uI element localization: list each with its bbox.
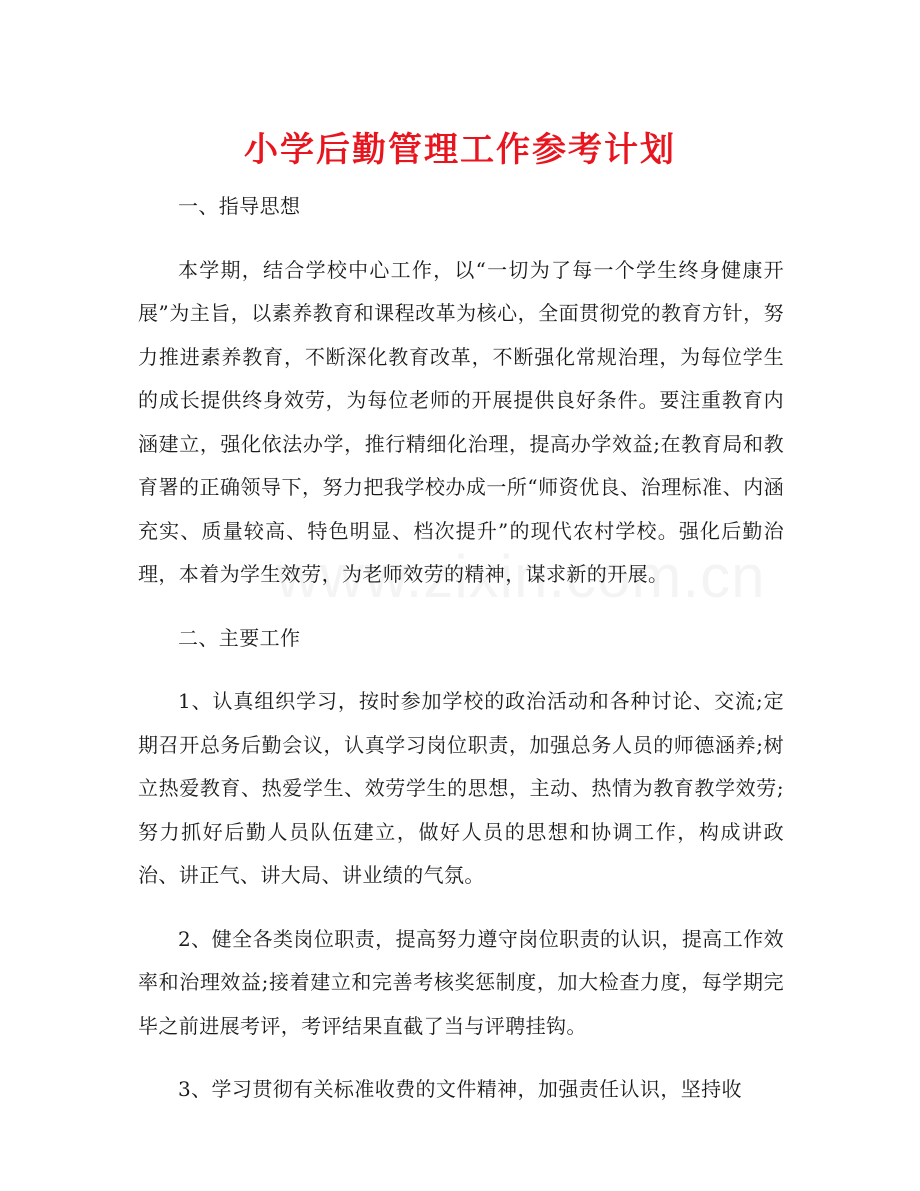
- main-work-item-1: 1、认真组织学习，按时参加学校的政治活动和各种讨论、交流;定期召开总务后勤会议，认真学习岗位职责，加强总务人员的师德涵养;树立热爱教育、热爱学生、效劳学生的思想，主动、热情为教育教学效劳;努力抓好后勤人员队伍建立，做好人员的思想和协调工作，构成讲政治、讲正气、讲大局、讲业绩的气氛。: [138, 689, 784, 887]
- document-body: [138, 185, 784, 1132]
- section-paragraph-guiding-thought: 本学期，结合学校中心工作，以“一切为了每一个学生终身健康开展”为主旨，以素养教育和课程改革为核心，全面贯彻党的教育方针，努力推进素养教育，不断深化教育改革，不断强化常规治理，为每位学生的成长提供终身效劳，为每位老师的开展提供良好条件。要注重教育内涵建立，强化依法办学，推行精细化治理，提高办学效益;在教育局和教育署的正确领导下，努力把我学校办成一所“师资优良、治理标准、内涵充实、质量较高、特色明显、档次提升”的现代农村学校。强化后勤治理，本着为学生效劳，为老师效劳的精神，谋求新的开展。: [138, 257, 784, 586]
- main-work-item-3: 3、学习贯彻有关标准收费的文件精神，加强责任认识，坚持收: [178, 1077, 742, 1101]
- section-heading-guiding-thought: 一、指导思想: [178, 194, 301, 218]
- document-title: 小学后勤管理工作参考计划: [244, 130, 676, 170]
- section-heading-main-work: 二、主要工作: [178, 625, 301, 650]
- main-work-item-2: 2、健全各类岗位职责，提高努力遵守岗位职责的认识，提高工作效率和治理效益;接着建立和完善考核奖惩制度，加大检查力度，每学期完毕之前进展考评，考评结果直截了当与评聘挂钩。: [138, 926, 784, 1038]
